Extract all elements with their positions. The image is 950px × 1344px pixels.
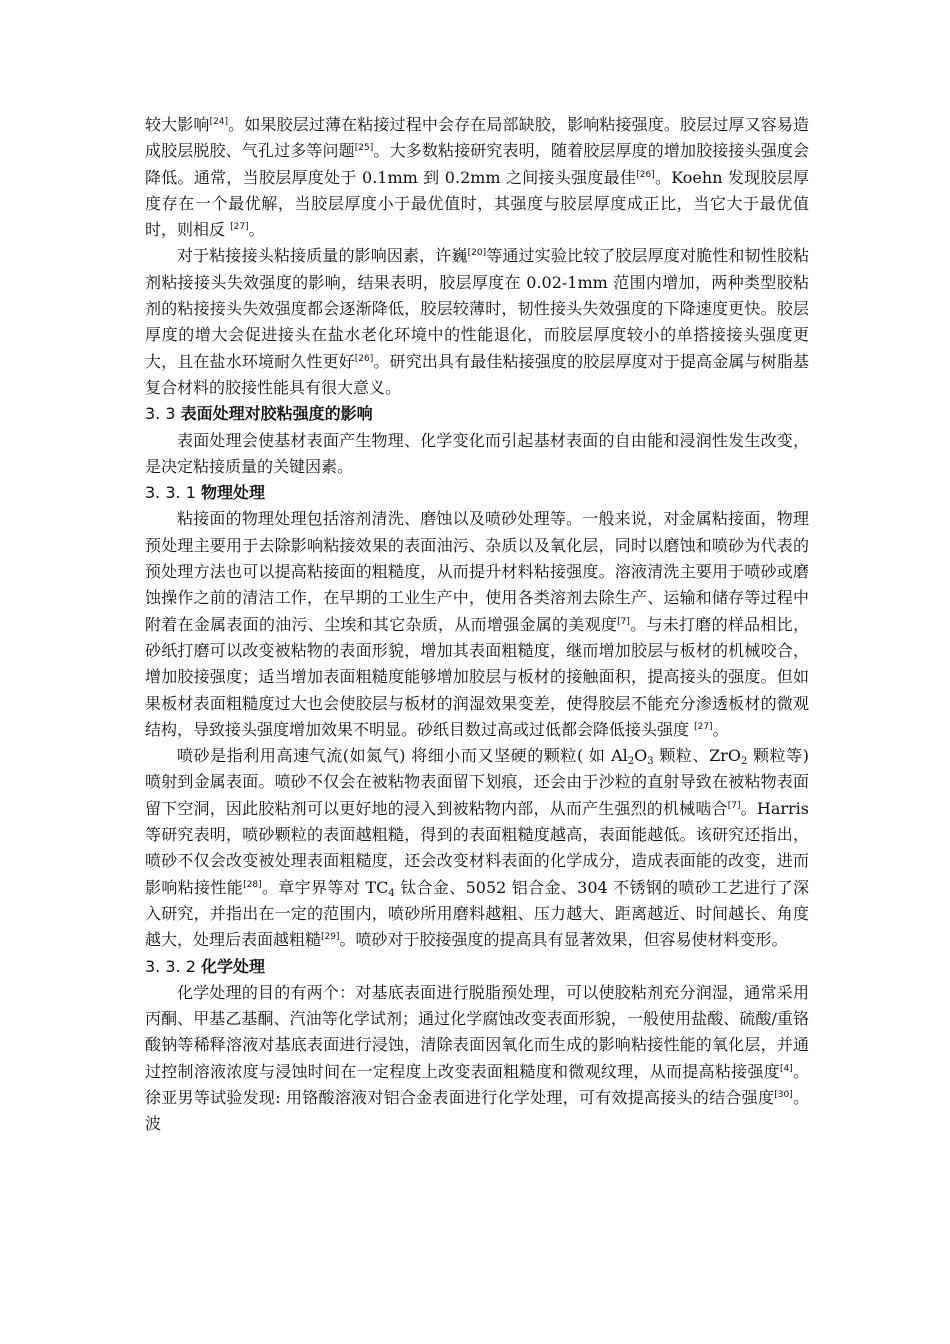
text-run: 。 [712,719,729,739]
citation-ref: [25] [354,143,374,154]
text-run: 。徐亚男等试验发现: 用铬酸溶液对铝合金表面进行化学处理，可有效提高接头的结合强度 [145,1061,809,1107]
section-title: 表面处理对胶粘强度的影响 [180,404,373,424]
text-run: 。研究出具有最佳粘接强度的胶层厚度对于提高金属与树脂基复合材料的胶接性能具有很大意义。 [145,351,809,397]
text-run: 颗粒等) 喷射到金属表面。喷砂不仅会在被粘物表面留下划痕，还会由于沙粒的直射导致在被粘物表面留下空洞，因此胶粘剂可以更好地的浸入到被粘物内部，从而产生强烈的机械啮合 [145,746,809,818]
chem-subscript: 3 [647,756,654,768]
text-run: 粘接面的物理处理包括溶剂清洗、磨蚀以及喷砂处理等。一般来说，对金属粘接面，物理预处理主要用于去除影响粘接效果的表面油污、杂质以及氧化层，同时以磨蚀和喷砂为代表的预处理方法也可以提高粘接面的粗糙度，从而提升材料粘接强度。溶液清洗主要用于喷砂或磨蚀操作之前的清洁工作，在早期的工业生产中，使用各类溶剂去除生产、运输和储存等过程中附着在金属表面的油污、尘埃和其它杂质，从而增强金属的美观度 [145,509,809,634]
text-run: O [634,746,648,766]
paragraph-sandblasting [145,743,809,953]
chem-subscript: 4 [388,887,395,899]
chem-subscript: 2 [627,756,635,768]
text-run: 。章宇界等对 TC [261,877,389,897]
section-heading-3-3-2 [145,954,809,980]
section-title: 化学处理 [200,956,265,976]
citation-ref: [7] [617,616,630,627]
citation-ref: [26] [354,353,374,364]
text-run: 。 [248,220,265,240]
citation-ref: [27] [230,222,249,233]
citation-ref: [30] [774,1089,793,1100]
text-run: 表面处理会使基材表面产生物理、化学变化而引起基材表面的自由能和浸润性发生改变，是决定粘接质量的关键因素。 [145,430,809,476]
paragraph-xu-wei-study [145,243,809,401]
text-run: 。大多数粘接研究表明，随着胶层厚度的增加胶接接头强度会降低。通常，当胶层厚度处于 0.1mm 到 0.2mm 之间接头强度最佳 [145,141,809,187]
citation-ref: [4] [779,1063,793,1074]
chem-subscript: 2 [740,756,748,768]
text-run: 。波 [145,1087,809,1134]
text-run: 化学处理的目的有两个：对基底表面进行脱脂预处理，可以使胶粘剂充分润湿，通常采用丙酮、甲基乙基酮、汽油等化学试剂；通过化学腐蚀改变表面形貌，一般使用盐酸、硫酸/重铬酸钠等稀释溶液对基底表面进行浸蚀，清除表面因氧化而生成的影响粘接性能的氧化层，并通过控制溶液浓度与浸蚀时间在一定程度上改变表面粗糙度和微观纹理，从而提高粘接强度 [145,982,809,1081]
section-heading-3-3 [145,401,809,427]
text-run: 钛合金、5052 铝合金、304 不锈钢的喷砂工艺进行了深入研究，并指出在一定的范围内，喷砂所用磨料越粗、压力越大、距离越近、时间越长、角度越大，处理后表面越粗糙 [145,877,809,950]
paragraph-physical-treatment [145,506,809,743]
citation-ref: [7] [727,800,741,811]
text-run: 较大影响 [145,115,210,134]
paragraph-surface-treatment-intro [145,428,809,481]
citation-ref: [26] [636,169,655,180]
section-number: 3. 3. 1 [145,483,201,503]
text-run: 喷砂是指利用高速气流(如氮气) 将细小而又坚硬的颗粒( 如 Al [177,746,628,766]
text-run: 。Harris 等研究表明，喷砂颗粒的表面越粗糙，得到的表面粗糙度越高，表面能越低。该研究还指出，喷砂不仅会改变被处理表面粗糙度，还会改变材料表面的化学成分，造成表面能的改变，进而影响粘接性能 [145,798,809,897]
citation-ref: [20] [467,248,487,259]
text-run: 等通过实验比较了胶层厚度对脆性和韧性胶粘剂粘接接头失效强度的影响，结果表明，胶层厚度在 0.02-1mm 范围内增加，两种类型胶粘剂的粘接接头失效强度都会逐渐降低，胶层较薄时，韧性接头失效强度的下降速度更快。胶层厚度的增大会促进接头在盐水老化环境中的性能退化，而胶层厚度较小的单搭接接头强度更大，且在盐水环境耐久性更好 [145,246,809,371]
text-run: 。如果胶层过薄在粘接过程中会存在局部缺胶，影响粘接强度。胶层过厚又容易造成胶层脱胶、气孔过多等问题 [145,115,809,161]
section-number: 3. 3. 2 [145,956,201,976]
text-run: 。Koehn 发现胶层厚度存在一个最优解，当胶层厚度小于最优值时，其强度与胶层厚度成正比，当它大于最优值时，则相反 [145,167,809,240]
text-run: 对于粘接接头粘接质量的影响因素，许巍 [177,246,468,266]
text-run: 颗粒、ZrO [653,746,741,766]
citation-ref: [29] [321,932,340,943]
section-number: 3. 3 [145,404,181,424]
text-run: 。喷砂对于胶接强度的提高具有显著效果，但容易使材料变形。 [339,930,788,950]
paragraph-chemical-treatment [145,980,809,1138]
citation-ref: [24] [209,117,229,127]
section-heading-3-3-1 [145,480,809,506]
citation-ref: [28] [243,879,262,890]
text-run: 。与未打磨的样品相比，砂纸打磨可以改变被粘物的表面形貌，增加其表面粗糙度，继而增加胶层与板材的机械咬合，增加胶接强度；适当增加表面粗糙度能够增加胶层与板材的接触面积，提高接头的强度。但如果板材表面粗糙度过大也会使胶层与板材的润湿效果变差，使得胶层不能充分渗透板材的微观结构，导致接头强度增加效果不明显。砂纸目数过高或过低都会降低接头强度 [145,614,809,739]
section-title: 物理处理 [200,483,265,503]
document-page [145,112,809,1138]
paragraph-adhesive-thickness-effect [145,112,809,243]
citation-ref: [27] [694,721,713,732]
